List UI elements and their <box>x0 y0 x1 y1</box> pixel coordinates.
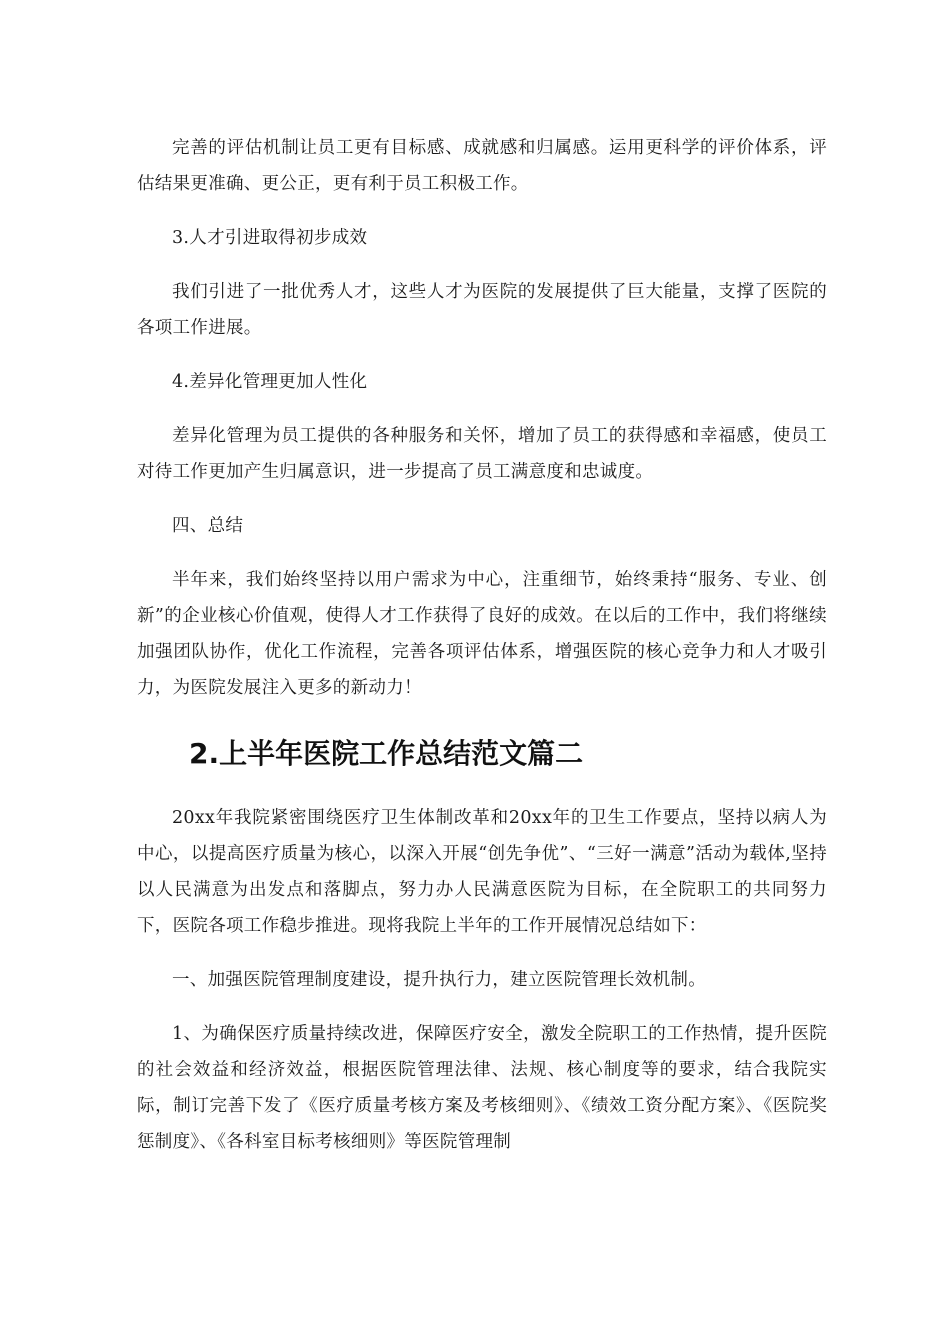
article-heading: 2.上半年医院工作总结范文篇二 <box>189 737 584 770</box>
paragraph-summary: 半年来，我们始终坚持以用户需求为中心，注重细节，始终秉持“服务、专业、创新”的企业核心价值观，使得人才工作获得了良好的成效。在以后的工作中，我们将继续加强团队协作，优化工作流程，完善各项评估体系，增强医院的核心竞争力和人才吸引力，为医院发展注入更多的新动力！ <box>137 570 827 698</box>
paragraph-management: 差异化管理为员工提供的各种服务和关怀，增加了员工的获得感和幸福感，使员工对待工作更加产生归属意识，进一步提高了员工满意度和忠诚度。 <box>137 426 827 482</box>
paragraph-quality: 1、为确保医疗质量持续改进，保障医疗安全，激发全院职工的工作热情，提升医院的社会效益和经济效益，根据医院管理法律、法规、核心制度等的要求，结合我院实际，制订完善下发了《医疗质量考核方案及考核细则》、《绩效工资分配方案》、《医院奖惩制度》、《各科室目标考核细则》等医院管理制 <box>137 1024 827 1152</box>
section-management-title: 4.差异化管理更加人性化 <box>172 372 368 392</box>
section-one-title: 一、加强医院管理制度建设，提升执行力，建立医院管理长效机制。 <box>172 970 706 990</box>
section-summary-title: 四、总结 <box>172 516 244 536</box>
section-talent-title: 3.人才引进取得初步成效 <box>172 228 368 248</box>
paragraph-evaluation: 完善的评估机制让员工更有目标感、成就感和归属感。运用更科学的评价体系，评估结果更准确、更公正，更有利于员工积极工作。 <box>137 138 827 194</box>
paragraph-talent: 我们引进了一批优秀人才，这些人才为医院的发展提供了巨大能量，支撑了医院的各项工作进展。 <box>137 282 827 338</box>
document-page <box>137 130 827 1160</box>
paragraph-intro: 20xx年我院紧密围绕医疗卫生体制改革和20xx年的卫生工作要点，坚持以病人为中心，以提高医疗质量为核心，以深入开展“创先争优”、“三好一满意”活动为载体,坚持以人民满意为出发点和落脚点，努力办人民满意医院为目标，在全院职工的共同努力下，医院各项工作稳步推进。现将我院上半年的工作开展情况总结如下： <box>137 808 827 936</box>
